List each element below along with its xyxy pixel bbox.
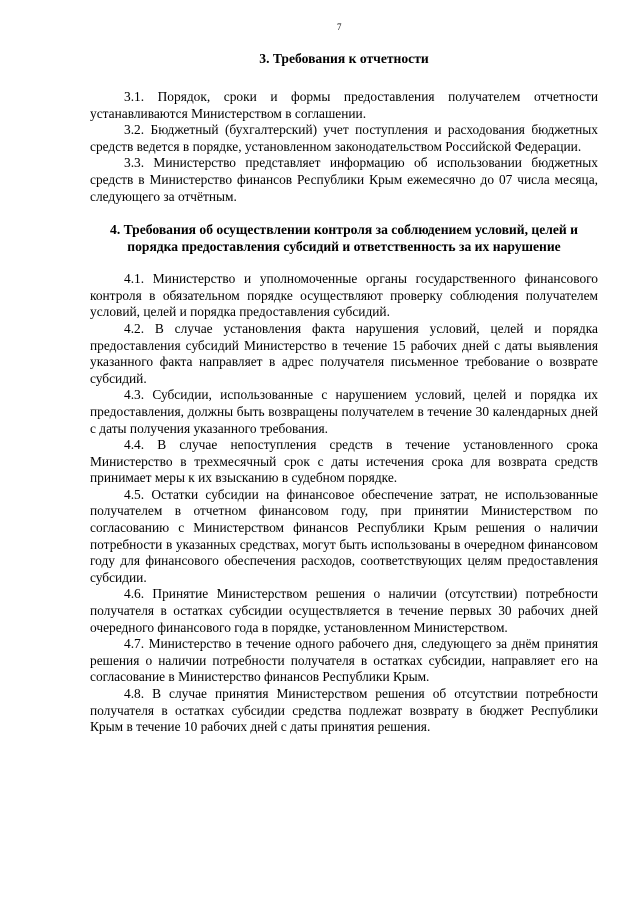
paragraph-3-1: 3.1. Порядок, сроки и формы предоставления получателем отчетности устанавливаются Министерством в соглашении. [90,89,598,121]
section-4-title: 4. Требования об осуществлении контроля за соблюдением условий, целей и порядка предоставления субсидий и ответственность за их нарушение [110,222,578,255]
paragraph-4-6: 4.6. Принятие Министерством решения о наличии (отсутствии) потребности получателя в остатках субсидии осуществляется в течение первых 30 рабочих дней очередного финансового года в порядке, установленном Министерством. [90,586,598,635]
document-body [90,50,598,736]
paragraph-3-3: 3.3. Министерство представляет информацию об использовании бюджетных средств в Министерство финансов Республики Крым ежемесячно до 07 числа месяца, следующего за отчётным. [90,155,598,204]
paragraph-4-1: 4.1. Министерство и уполномоченные органы государственного финансового контроля в обязательном порядке осуществляют проверку соблюдения получателем условий, целей и порядка предоставления субсидий. [90,271,598,320]
paragraph-4-7: 4.7. Министерство в течение одного рабочего дня, следующего за днём принятия решения о наличии потребности получателя в остатках субсидии, направляет его на согласование в Министерство финансов Республики Крым. [90,636,598,685]
page-number: 7 [337,22,342,32]
paragraph-4-3: 4.3. Субсидии, использованные с нарушением условий, целей и порядка их предоставления, должны быть возвращены получателем в течение 30 календарных дней с даты получения указанного требования. [90,387,598,436]
section-3-title: 3. Требования к отчетности [259,51,429,66]
paragraph-4-2: 4.2. В случае установления факта нарушения условий, целей и порядка предоставления субсидий Министерство в течение 15 рабочих дней с даты выявления указанного факта направляет в адрес получателя письменное требование о возврате субсидий. [90,320,598,386]
paragraph-4-4: 4.4. В случае непоступления средств в течение установленного срока Министерство в трехмесячный срок с даты истечения срока для возврата средств принимает меры к их взысканию в судебном порядке. [90,437,598,486]
paragraph-4-8: 4.8. В случае принятия Министерством решения об отсутствии потребности получателя в остатках субсидии средства подлежат возврату в бюджет Республики Крым в течение 10 рабочих дней с даты принятия решения. [90,686,598,735]
paragraph-4-5: 4.5. Остатки субсидии на финансовое обеспечение затрат, не использованные получателем в отчетном финансовом году, при принятии Министерством по согласованию с Министерством финансов Республики Крым решения о наличии потребности в указанных средствах, могут быть использованы в очередном финансовом году для финансового обеспечения расходов, соответствующих целям предоставления субсидии. [90,486,598,585]
paragraph-3-2: 3.2. Бюджетный (бухгалтерский) учет поступления и расходования бюджетных средств ведется в порядке, установленном законодательством Российской Федерации. [90,122,598,154]
